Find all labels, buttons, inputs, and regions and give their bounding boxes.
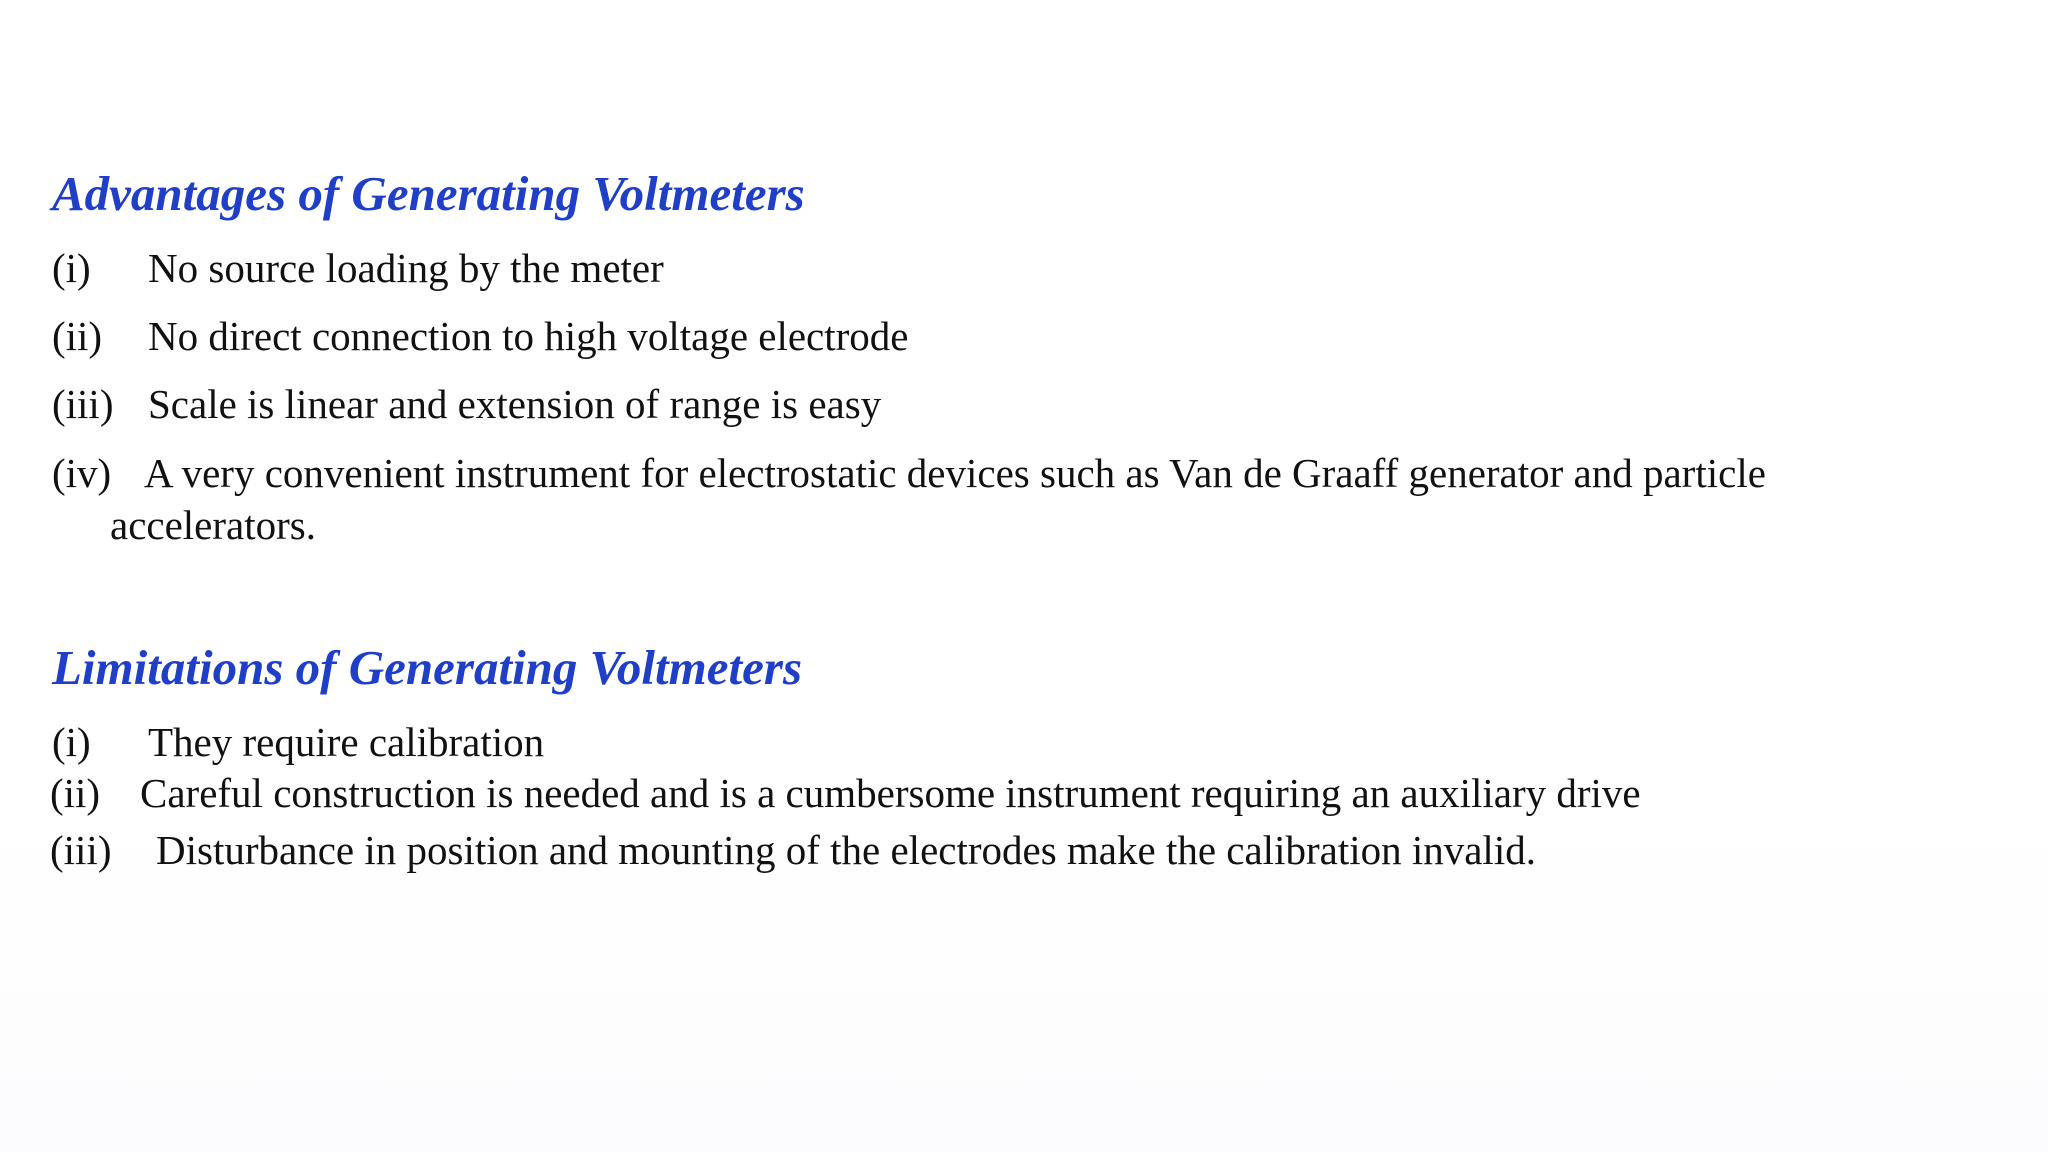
item-number: (ii) [52, 313, 103, 359]
item-text: Disturbance in position and mounting of the electrodes make the calibration invalid. [156, 827, 1536, 873]
item-number: (iii) [52, 381, 114, 427]
item-text: No direct connection to high voltage electrode [148, 313, 909, 359]
item-text: A very convenient instrument for electrostatic devices such as Van de Graaff generator and particle [144, 450, 1766, 496]
item-text: They require calibration [148, 719, 545, 765]
advantage-item [52, 378, 881, 430]
item-text: Scale is linear and extension of range is easy [148, 381, 882, 427]
item-number: (i) [52, 245, 91, 291]
item-number: (ii) [50, 770, 101, 816]
item-number: (iii) [50, 827, 112, 873]
item-text: No source loading by the meter [148, 245, 664, 291]
limitation-item [52, 716, 544, 768]
advantage-item [52, 242, 664, 294]
advantages-heading: Advantages of Generating Voltmeters [52, 166, 805, 221]
limitation-item [50, 824, 1536, 876]
advantage-item [52, 310, 909, 362]
advantage-item [52, 447, 1766, 551]
item-number: (i) [52, 719, 91, 765]
limitations-heading: Limitations of Generating Voltmeters [52, 640, 803, 695]
item-text-continuation: accelerators. [110, 502, 316, 548]
item-number: (iv) [52, 450, 112, 496]
limitation-item [50, 767, 1641, 819]
item-text: Careful construction is needed and is a cumbersome instrument requiring an auxiliary drive [140, 770, 1641, 816]
